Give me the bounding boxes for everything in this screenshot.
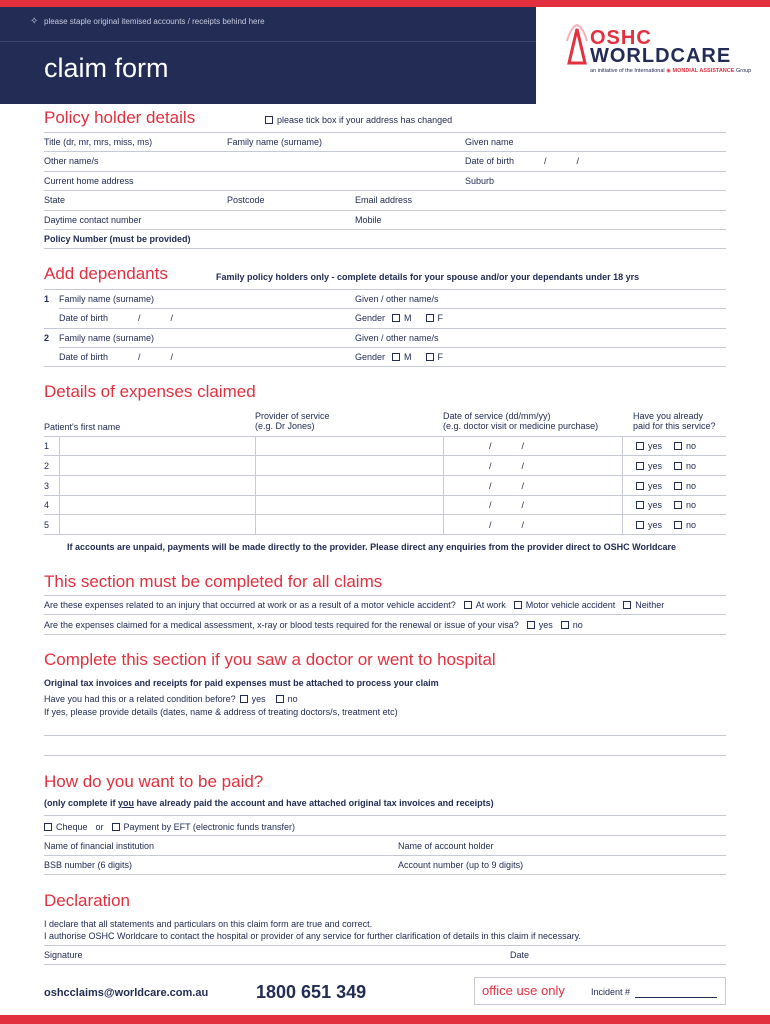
checkbox-icon[interactable] [464, 601, 472, 609]
col-date-1: Date of service (dd/mm/yy) [443, 411, 551, 421]
other-names-field[interactable]: Other name/s [44, 156, 99, 166]
date-field[interactable]: Date [510, 950, 530, 960]
gender-label: Gender [355, 352, 386, 362]
details-prompt: If yes, please provide details (dates, name & address of treating doctors/s, treatment etc) [44, 707, 398, 717]
col-date [443, 411, 598, 431]
condition-question-text: Have you had this or a related condition before? [44, 694, 236, 704]
payment-note-post: have already paid the account and have attached original tax invoices and receipts) [134, 798, 494, 808]
dob-slash-2: / [170, 352, 174, 362]
dob-label: Date of birth [59, 352, 109, 362]
oshc-worldcare-logo [543, 7, 763, 104]
expense-2-date[interactable] [489, 461, 524, 471]
gender-f: F [437, 313, 444, 323]
expense-2-paid[interactable] [636, 461, 696, 471]
dob-label: Date of birth [59, 313, 109, 323]
dob-slash-2: / [170, 313, 174, 323]
account-number-field[interactable]: Account number (up to 9 digits) [398, 860, 524, 870]
payment-method[interactable] [44, 822, 295, 832]
paid-no: no [686, 461, 697, 471]
institution-field[interactable]: Name of financial institution [44, 841, 155, 851]
dependant-2-given[interactable]: Given / other name/s [355, 333, 439, 343]
bsb-field[interactable]: BSB number (6 digits) [44, 860, 133, 870]
policy-heading: Policy holder details [44, 108, 196, 127]
gender-f: F [437, 352, 444, 362]
daytime-phone-field[interactable]: Daytime contact number [44, 215, 142, 225]
col-paid [633, 411, 716, 431]
dependant-1-gender[interactable] [355, 313, 443, 323]
checkbox-icon[interactable] [392, 353, 400, 361]
expenses-heading: Details of expenses claimed [44, 382, 256, 401]
checkbox-icon[interactable] [240, 695, 248, 703]
account-holder-field[interactable]: Name of account holder [398, 841, 494, 851]
dob-slash-1: / [544, 156, 547, 166]
dob-field[interactable] [465, 156, 579, 166]
logo-worldcare: WORLDCARE [590, 45, 732, 67]
dependants-note: Family policy holders only - complete details for your spouse and/or your dependants under 18 yrs [216, 272, 640, 282]
checkbox-icon[interactable] [674, 442, 682, 450]
payment-note [44, 798, 494, 808]
expense-row-number: 1 [44, 441, 50, 451]
top-red-bar [0, 0, 770, 7]
checkbox-icon[interactable] [44, 823, 52, 831]
date-slash-2: / [521, 481, 525, 491]
checkbox-icon[interactable] [112, 823, 120, 831]
given-name-field[interactable]: Given name [465, 137, 514, 147]
injury-question-text: Are these expenses related to an injury that occurred at work or as a result of a motor vehicle accident? [44, 600, 456, 610]
paid-yes: yes [648, 500, 663, 510]
paid-yes: yes [648, 461, 663, 471]
expense-row-number: 4 [44, 500, 50, 510]
date-slash-1: / [489, 481, 492, 491]
dependants-heading: Add dependants [44, 264, 168, 283]
office-use-box [474, 977, 726, 1005]
payment-note-pre: (only complete if [44, 798, 119, 808]
payment-note-you: you [118, 798, 135, 808]
title-field[interactable]: Title (dr, mr, mrs, miss, ms) [44, 137, 153, 147]
postcode-field[interactable]: Postcode [227, 195, 265, 205]
state-field[interactable]: State [44, 195, 66, 205]
visa-question-text: Are the expenses claimed for a medical assessment, x-ray or blood tests required for the renewal or issue of your visa? [44, 620, 519, 630]
date-slash-1: / [489, 461, 492, 471]
condition-question[interactable] [44, 694, 298, 704]
page-title: claim form [44, 53, 169, 83]
expense-3-date[interactable] [489, 481, 524, 491]
logo-hand-icon [565, 23, 589, 65]
checkbox-icon[interactable] [674, 501, 682, 509]
details-line-1[interactable] [44, 735, 726, 736]
gender-m: M [404, 313, 412, 323]
address-changed-checkbox[interactable] [265, 115, 452, 125]
attach-invoices-note: Original tax invoices and receipts for paid expenses must be attached to process your claim [44, 678, 439, 688]
expense-3-paid[interactable] [636, 481, 696, 491]
checkbox-icon[interactable] [636, 462, 644, 470]
family-name-field[interactable]: Family name (surname) [227, 137, 323, 147]
header-banner [0, 7, 536, 104]
col-patient: Patient's first name [44, 422, 121, 432]
or-label: or [95, 822, 104, 832]
checkbox-icon [265, 116, 273, 124]
tagline-post: Group [735, 68, 752, 74]
expense-4-paid[interactable] [636, 500, 696, 510]
logo-tagline [590, 68, 751, 74]
mondial-icon: ◉ [666, 68, 671, 74]
email-field[interactable]: Email address [355, 195, 413, 205]
dependant-1-family-name[interactable]: Family name (surname) [59, 294, 155, 304]
gender-m: M [404, 352, 412, 362]
dob-slash-1: / [138, 352, 141, 362]
expense-4-date[interactable] [489, 500, 524, 510]
dependant-2-family-name[interactable]: Family name (surname) [59, 333, 155, 343]
date-slash-2: / [521, 520, 525, 530]
signature-field[interactable]: Signature [44, 950, 83, 960]
dob-slash-2: / [576, 156, 580, 166]
dependant-number: 2 [44, 333, 50, 343]
doctor-heading: Complete this section if you saw a doctor or went to hospital [44, 650, 496, 669]
tagline-pre: an initiative of the International [590, 68, 665, 74]
option-motor-vehicle: Motor vehicle accident [525, 600, 616, 610]
tagline-brand: MONDIAL ASSISTANCE [672, 68, 735, 74]
condition-yes: yes [251, 694, 266, 704]
checkbox-icon[interactable] [514, 601, 522, 609]
paid-no: no [686, 500, 697, 510]
declaration-heading: Declaration [44, 891, 130, 910]
home-address-field[interactable]: Current home address [44, 176, 134, 186]
checkbox-icon[interactable] [276, 695, 284, 703]
expense-5-date[interactable] [489, 520, 524, 530]
suburb-field[interactable]: Suburb [465, 176, 495, 186]
dob-slash-1: / [138, 313, 141, 323]
expense-row-number: 5 [44, 520, 50, 530]
option-at-work: At work [475, 600, 506, 610]
bottom-red-bar [0, 1015, 770, 1024]
staple-note: please staple original itemised accounts / receipts behind here [44, 17, 265, 26]
checkbox-icon[interactable] [674, 482, 682, 490]
paid-yes: yes [648, 520, 663, 530]
date-slash-1: / [489, 520, 492, 530]
incident-line[interactable] [635, 997, 717, 998]
incident-label: Incident # [591, 987, 631, 997]
paid-no: no [686, 441, 697, 451]
declaration-line-2: I authorise OSHC Worldcare to contact the hospital or provider of any service for further clarification of details in this claim if necessary. [44, 931, 581, 941]
checkbox-icon[interactable] [674, 521, 682, 529]
claims-phone[interactable]: 1800 651 349 [256, 982, 367, 1002]
checkbox-icon[interactable] [623, 601, 631, 609]
mobile-field[interactable]: Mobile [355, 215, 382, 225]
all-claims-heading: This section must be completed for all claims [44, 572, 383, 591]
injury-question[interactable] [44, 600, 664, 610]
date-slash-1: / [489, 441, 492, 451]
col-provider-2: (e.g. Dr Jones) [255, 421, 315, 431]
checkbox-icon[interactable] [636, 501, 644, 509]
date-slash-2: / [521, 500, 525, 510]
dependant-1-given[interactable]: Given / other name/s [355, 294, 439, 304]
checkbox-icon[interactable] [636, 442, 644, 450]
dependant-2-gender[interactable] [355, 352, 443, 362]
dependant-number: 1 [44, 294, 50, 304]
logo-oshc: OSHC [590, 27, 652, 49]
details-line-2[interactable] [44, 755, 726, 756]
checkbox-icon[interactable] [561, 621, 569, 629]
dob-label: Date of birth [465, 156, 515, 166]
dependant-2-dob[interactable] [59, 352, 173, 362]
col-provider [255, 411, 330, 431]
expense-1-paid[interactable] [636, 441, 696, 451]
checkbox-icon[interactable] [527, 621, 535, 629]
paperclip-icon: ✧ [30, 16, 39, 27]
checkbox-icon[interactable] [426, 314, 434, 322]
col-date-2: (e.g. doctor visit or medicine purchase) [443, 421, 599, 431]
paid-yes: yes [648, 481, 663, 491]
date-slash-2: / [521, 441, 525, 451]
date-slash-2: / [521, 461, 525, 471]
option-neither: Neither [635, 600, 665, 610]
col-provider-1: Provider of service [255, 411, 330, 421]
paid-yes: yes [648, 441, 663, 451]
checkbox-icon[interactable] [636, 521, 644, 529]
condition-no: no [287, 694, 298, 704]
paid-no: no [686, 481, 697, 491]
visa-no: no [572, 620, 583, 630]
expense-row-number: 3 [44, 481, 50, 491]
gender-label: Gender [355, 313, 386, 323]
paid-no: no [686, 520, 697, 530]
checkbox-icon[interactable] [674, 462, 682, 470]
checkbox-icon[interactable] [426, 353, 434, 361]
cheque-option: Cheque [56, 822, 88, 832]
visa-question[interactable] [44, 620, 583, 630]
banner-divider [0, 41, 536, 42]
payment-heading: How do you want to be paid? [44, 772, 264, 791]
declaration-line-1: I declare that all statements and particulars on this claim form are true and correct. [44, 919, 373, 929]
checkbox-icon[interactable] [636, 482, 644, 490]
expense-1-date[interactable] [489, 441, 524, 451]
office-use-label: office use only [482, 983, 565, 998]
policy-number-field[interactable]: Policy Number (must be provided) [44, 234, 191, 244]
checkbox-icon[interactable] [392, 314, 400, 322]
dependant-1-dob[interactable] [59, 313, 173, 323]
expense-row-number: 2 [44, 461, 50, 471]
visa-yes: yes [538, 620, 553, 630]
eft-option: Payment by EFT (electronic funds transfer) [123, 822, 295, 832]
unpaid-accounts-note: If accounts are unpaid, payments will be made directly to the provider. Please direct any enquiries from the provider direct to OSHC Worldcare [67, 542, 676, 552]
col-paid-2: paid for this service? [633, 421, 716, 431]
claims-email[interactable]: oshcclaims@worldcare.com.au [44, 987, 209, 999]
address-changed-label: please tick box if your address has changed [277, 115, 453, 125]
date-slash-1: / [489, 500, 492, 510]
col-paid-1: Have you already [633, 411, 704, 421]
expense-5-paid[interactable] [636, 520, 696, 530]
